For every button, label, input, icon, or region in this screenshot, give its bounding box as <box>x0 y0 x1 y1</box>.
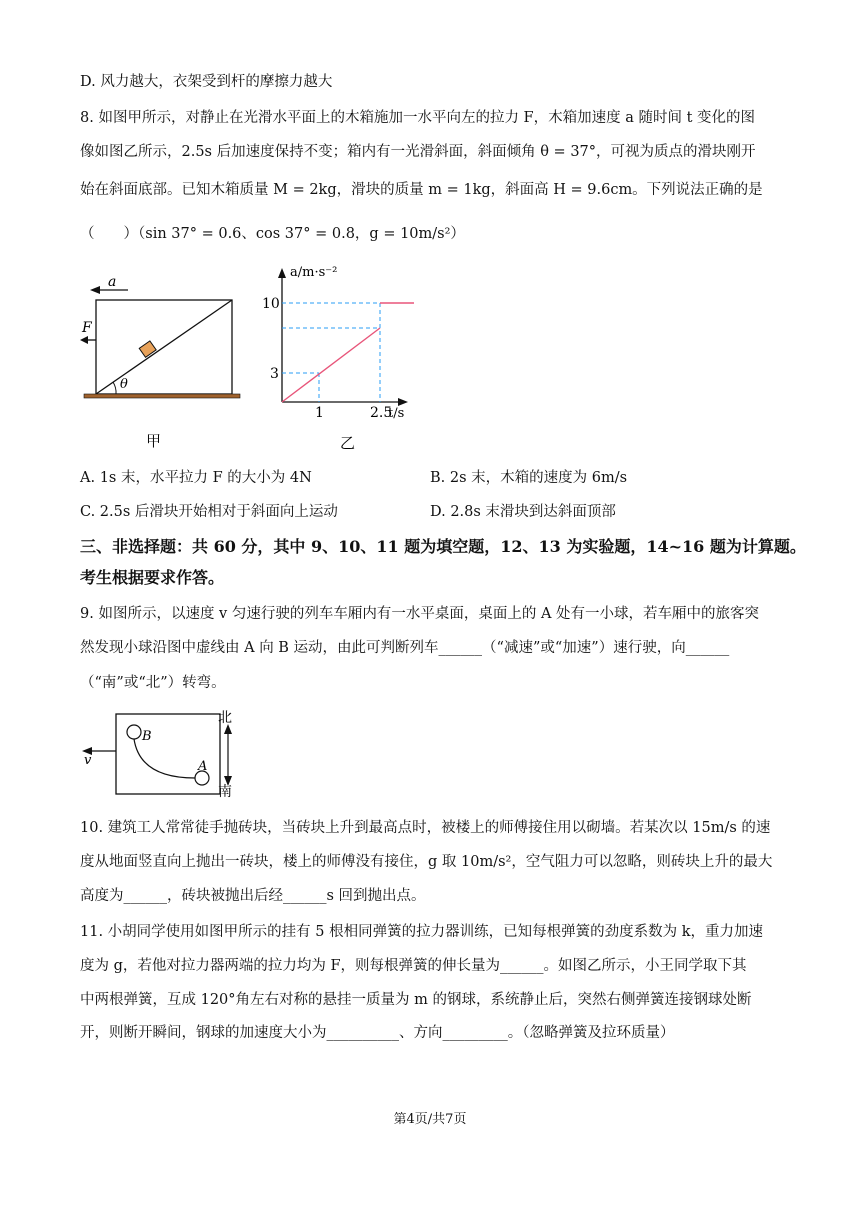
q8-fig-b-ylabel: a/m·s⁻² <box>290 265 338 280</box>
page-footer: 第4页/共7页 <box>393 1112 467 1127</box>
q8-fig-a-accel-label: a <box>108 274 117 290</box>
q10-text-line3: 高度为______，砖块被抛出后经______s 回到抛出点。 <box>80 888 426 904</box>
q8-option-b: B. 2s 末，木箱的速度为 6m/s <box>430 470 628 486</box>
q8-fig-a-force-label: F <box>82 320 92 336</box>
q9-fig-ball-a: A <box>198 759 208 774</box>
q9-fig-south: 南 <box>218 784 232 800</box>
q8-text-line4: （ ）（sin 37° = 0.6、cos 37° = 0.8，g = 10m/s²） <box>80 226 465 242</box>
section3-heading-line1: 三、非选择题：共 60 分，其中 9、10、11 题为填空题，12、13 为实验题，14~16 题为计算题。 <box>80 537 806 556</box>
q7-option-d: D. 风力越大，衣架受到杆的摩擦力越大 <box>80 74 333 90</box>
q8-fig-a-angle-label: θ <box>120 377 128 392</box>
q8-fig-a-caption: 甲 <box>146 432 162 450</box>
q9-text-line1: 9. 如图所示，以速度 v 匀速行驶的列车车厢内有一水平桌面，桌面上的 A 处有一小球，若车厢中的旅客突 <box>80 606 760 622</box>
q9-text-line3: （“南”或“北”）转弯。 <box>80 675 226 691</box>
q8-fig-b-caption: 乙 <box>340 434 356 452</box>
q9-fig-north: 北 <box>218 710 232 726</box>
q8-fig-b-tick-10: 10 <box>262 296 280 312</box>
q8-fig-b-xlabel: t/s <box>388 406 405 421</box>
q11-text-line2: 度为 g，若他对拉力器两端的拉力均为 F，则每根弹簧的伸长量为______。如图乙所示，小王同学取下其 <box>80 958 747 974</box>
q10-text-line2: 度从地面竖直向上抛出一砖块，楼上的师傅没有接住，g 取 10m/s²，空气阻力可以忽略，则砖块上升的最大 <box>80 854 773 870</box>
section3-heading-line2: 考生根据要求作答。 <box>80 568 225 587</box>
q8-text-line1: 8. 如图甲所示，对静止在光滑水平面上的木箱施加一水平向左的拉力 F，木箱加速度 a 随时间 t 变化的图 <box>80 110 756 126</box>
q10-text-line1: 10. 建筑工人常常徒手抛砖块，当砖块上升到最高点时，被楼上的师傅接住用以砌墙。若某次以 15m/s 的速 <box>80 820 771 836</box>
q8-fig-b-tick-3: 3 <box>270 366 279 382</box>
q8-fig-b-tick-2-5: 2.5 <box>370 405 393 421</box>
q11-text-line4: 开，则断开瞬间，钢球的加速度大小为__________、方向_________。（忽略弹簧及拉环质量） <box>80 1025 675 1041</box>
q8-text-line3: 始在斜面底部。已知木箱质量 M = 2kg，滑块的质量 m = 1kg，斜面高 H = 9.6cm。下列说法正确的是 <box>80 182 763 198</box>
q8-figure-graph <box>250 262 420 458</box>
q9-figure-train <box>78 706 248 800</box>
q11-text-line3: 中两根弹簧，互成 120°角左右对称的悬挂一质量为 m 的钢球，系统静止后，突然右侧弹簧连接钢球处断 <box>80 992 752 1008</box>
q8-option-d: D. 2.8s 末滑块到达斜面顶部 <box>430 504 616 520</box>
q8-option-a: A. 1s 末，水平拉力 F 的大小为 4N <box>80 470 312 486</box>
q8-option-c: C. 2.5s 后滑块开始相对于斜面向上运动 <box>80 504 338 520</box>
q8-fig-b-tick-1: 1 <box>315 405 324 421</box>
q11-text-line1: 11. 小胡同学使用如图甲所示的挂有 5 根相同弹簧的拉力器训练，已知每根弹簧的劲度系数为 k，重力加速 <box>80 924 764 940</box>
q9-fig-velocity-label: v <box>84 753 92 768</box>
q8-text-line2: 像如图乙所示，2.5s 后加速度保持不变；箱内有一光滑斜面，斜面倾角 θ = 37°，可视为质点的滑块刚开 <box>80 144 756 160</box>
q9-fig-ball-b: B <box>142 729 152 744</box>
q9-text-line2: 然发现小球沿图中虚线由 A 向 B 运动，由此可判断列车______（“减速”或“加速”）速行驶，向______ <box>80 640 730 656</box>
q8-figure-box <box>80 268 250 458</box>
